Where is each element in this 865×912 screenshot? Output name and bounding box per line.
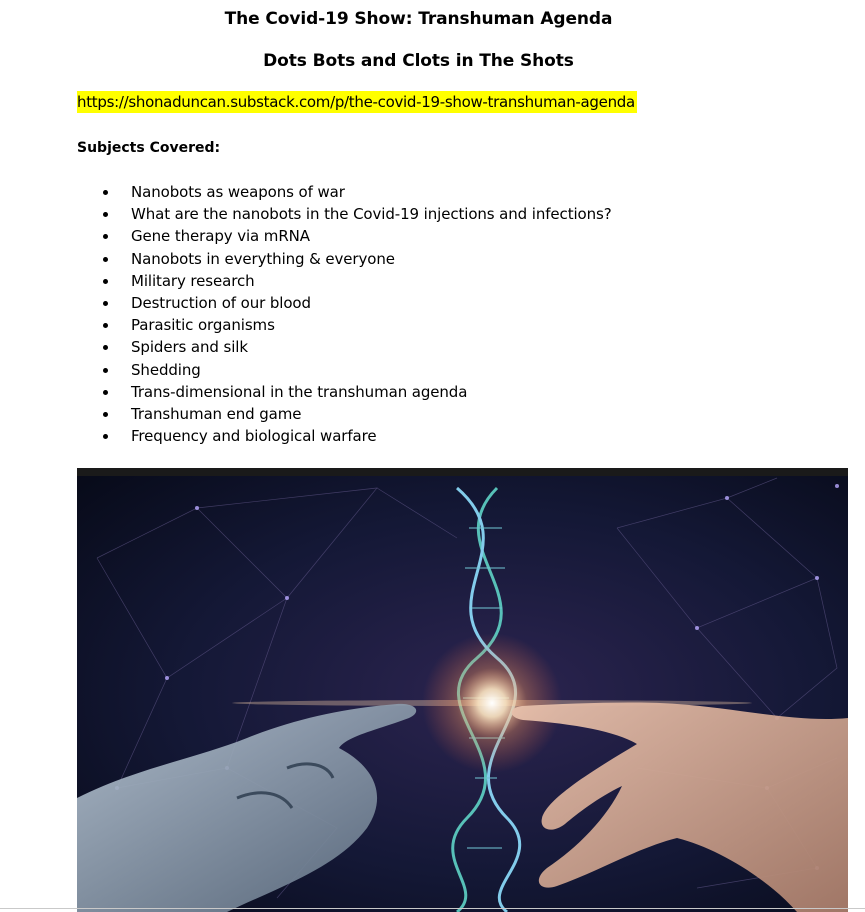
list-item bbox=[103, 314, 612, 336]
document-subtitle: Dots Bots and Clots in The Shots bbox=[263, 51, 574, 71]
subjects-list bbox=[103, 181, 612, 447]
document-title: The Covid-19 Show: Transhuman Agenda bbox=[224, 9, 613, 29]
list-item-text: Transhuman end game bbox=[131, 404, 302, 423]
bullet-icon bbox=[103, 390, 108, 395]
list-item-text: Spiders and silk bbox=[131, 338, 248, 357]
list-item bbox=[103, 248, 612, 270]
bullet-icon bbox=[103, 368, 108, 373]
list-item-text: Frequency and biological warfare bbox=[131, 427, 377, 446]
bullet-icon bbox=[103, 257, 108, 262]
bullet-icon bbox=[103, 434, 108, 439]
list-item bbox=[103, 359, 612, 381]
bullet-icon bbox=[103, 301, 108, 306]
bullet-icon bbox=[103, 323, 108, 328]
list-item bbox=[103, 225, 612, 247]
list-item-text: Trans-dimensional in the transhuman agenda bbox=[131, 382, 468, 401]
subjects-heading: Subjects Covered: bbox=[77, 140, 221, 156]
list-item-text: Gene therapy via mRNA bbox=[131, 227, 310, 246]
bullet-icon bbox=[103, 234, 108, 239]
bullet-icon bbox=[103, 279, 108, 284]
list-item-text: Military research bbox=[131, 271, 255, 290]
list-item bbox=[103, 381, 612, 403]
list-item-text: Shedding bbox=[131, 360, 201, 379]
illustration-canvas bbox=[77, 468, 848, 912]
list-item bbox=[103, 203, 612, 225]
list-item bbox=[103, 403, 612, 425]
spark-glow bbox=[422, 633, 562, 773]
list-item bbox=[103, 270, 612, 292]
bullet-icon bbox=[103, 212, 108, 217]
list-item bbox=[103, 425, 612, 447]
list-item bbox=[103, 292, 612, 314]
list-item-text: Destruction of our blood bbox=[131, 293, 311, 312]
list-item bbox=[103, 336, 612, 358]
list-item-text: Parasitic organisms bbox=[131, 316, 275, 335]
bullet-icon bbox=[103, 345, 108, 350]
list-item-text: Nanobots as weapons of war bbox=[131, 183, 345, 201]
list-item-text: What are the nanobots in the Covid-19 injections and infections? bbox=[131, 205, 612, 224]
dna-hands-illustration bbox=[77, 468, 848, 912]
list-item bbox=[103, 181, 612, 203]
bullet-icon bbox=[103, 190, 108, 195]
article-link[interactable]: https://shonaduncan.substack.com/p/the-covid-19-show-transhuman-agenda bbox=[77, 93, 635, 111]
page-divider bbox=[0, 908, 865, 909]
list-item-text: Nanobots in everything & everyone bbox=[131, 249, 395, 268]
bullet-icon bbox=[103, 412, 108, 417]
